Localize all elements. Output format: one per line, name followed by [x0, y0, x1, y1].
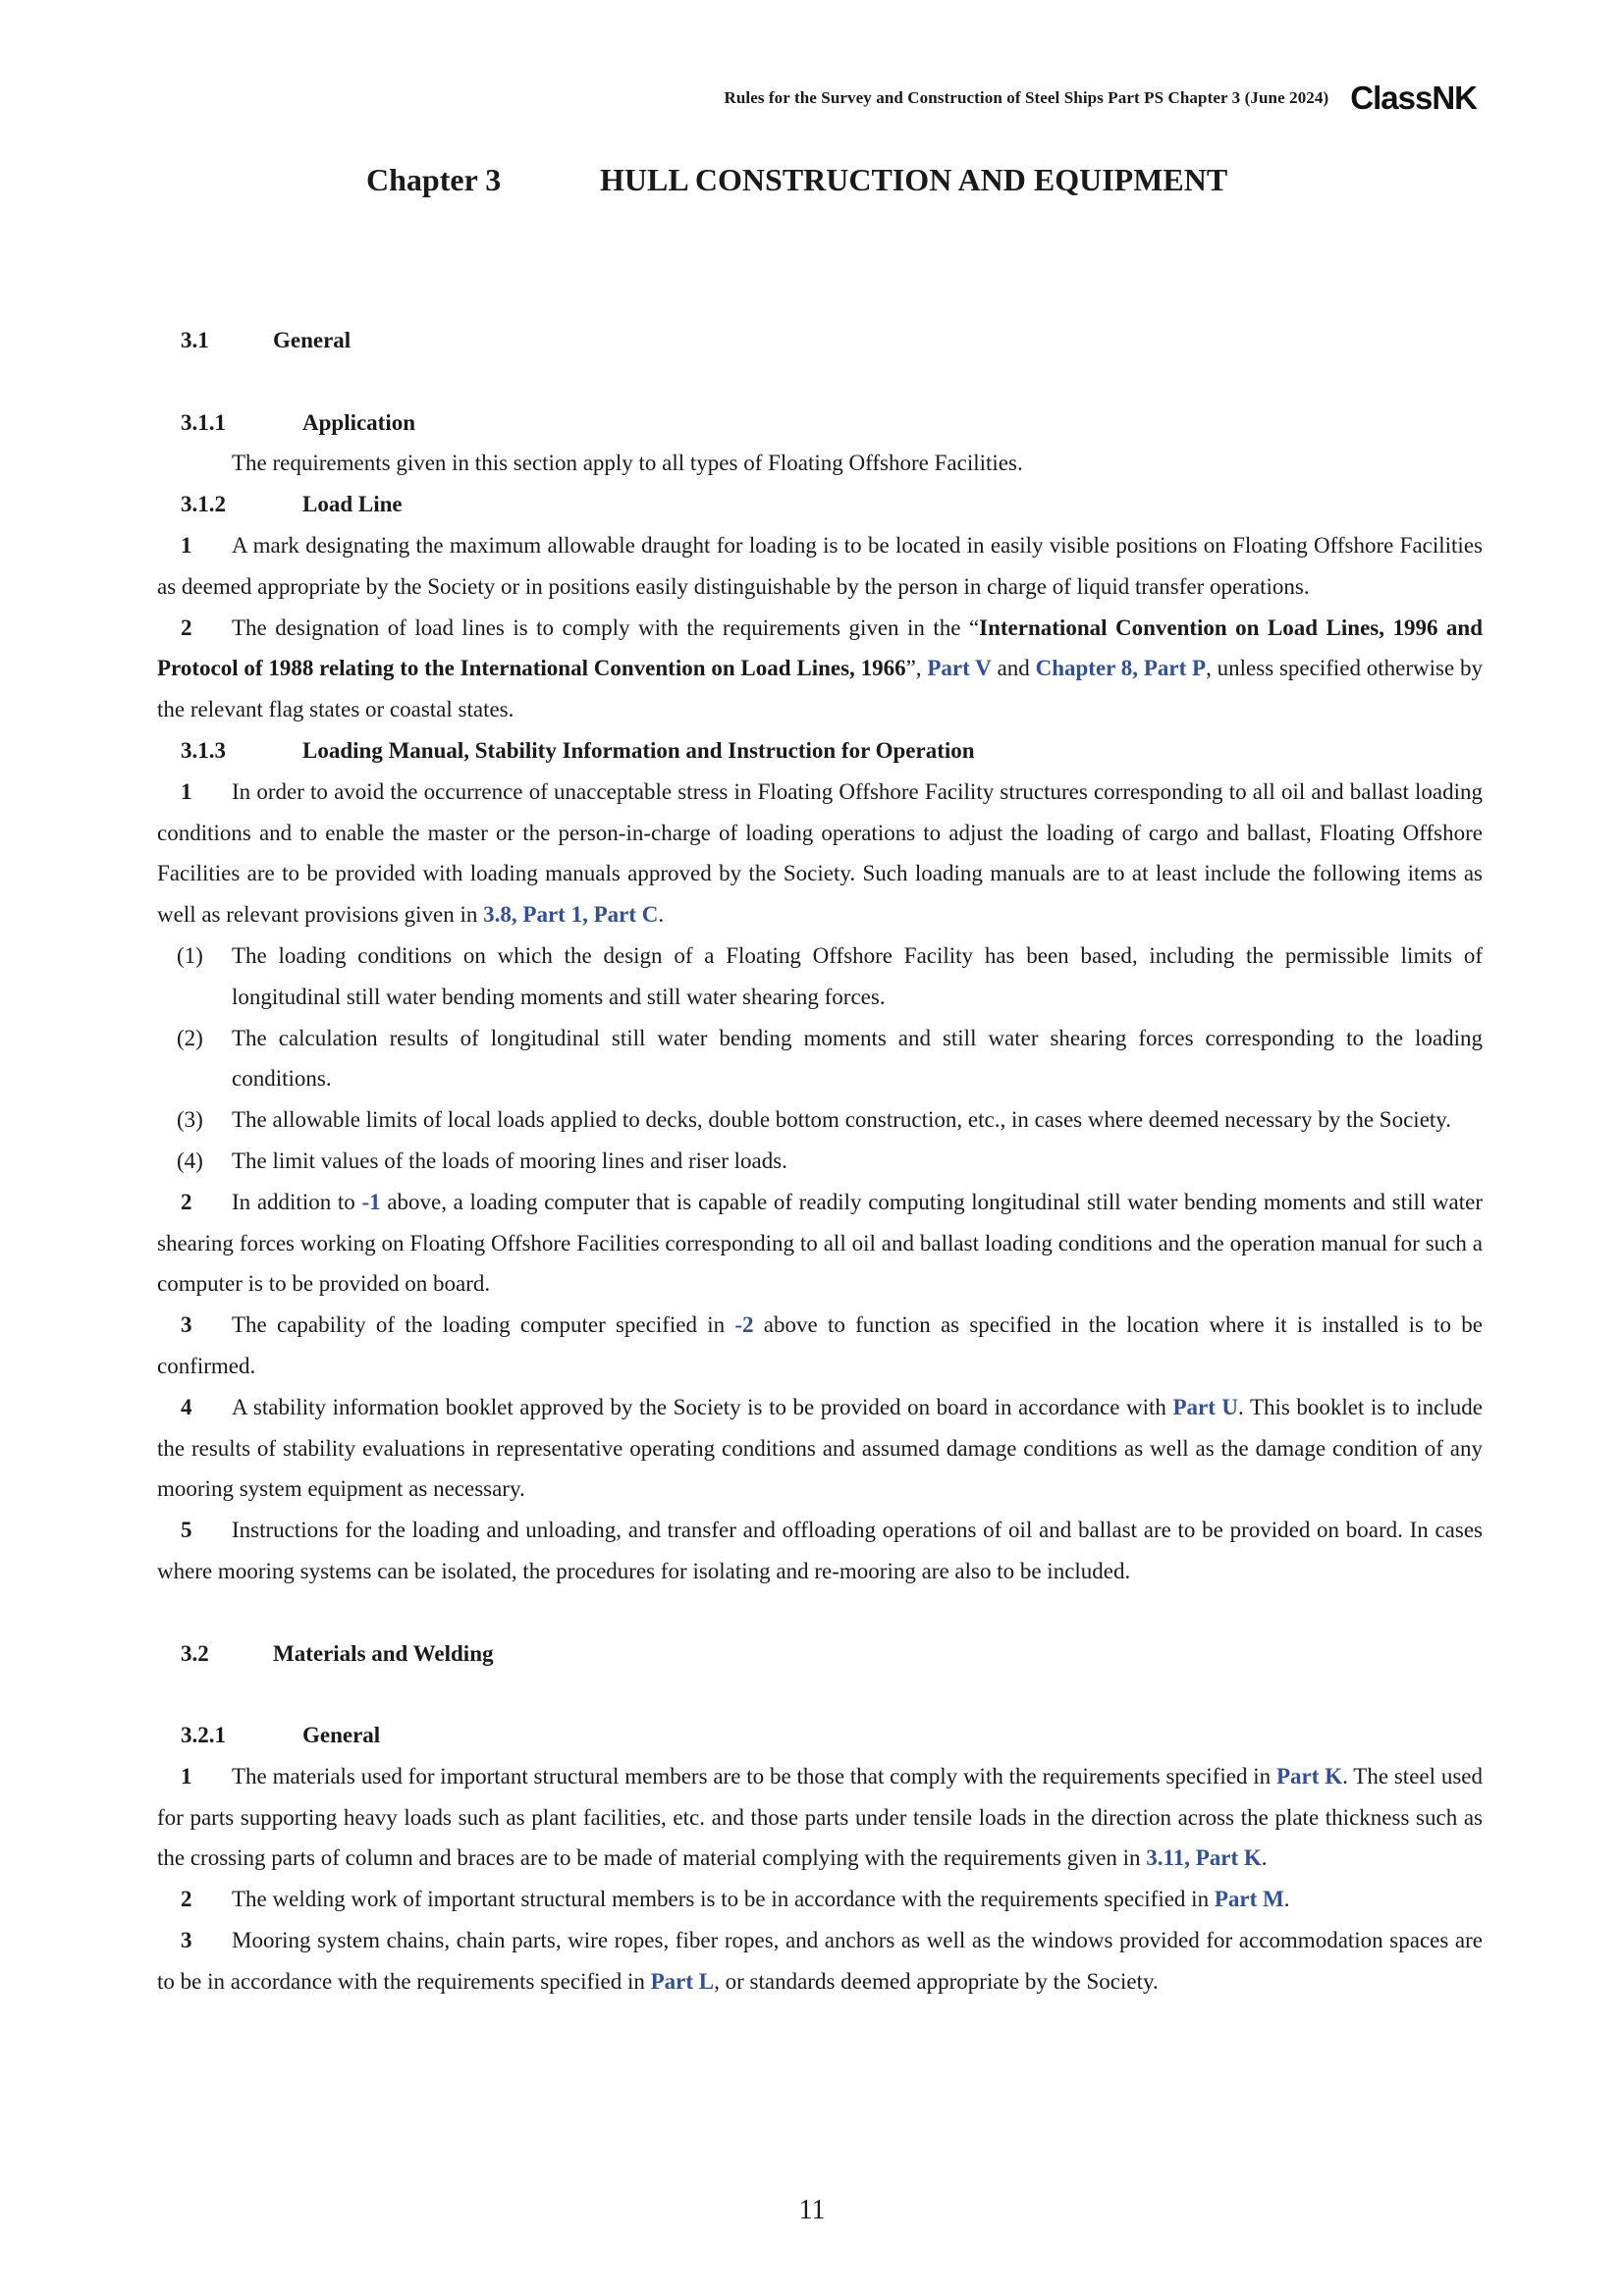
list-item: [157, 935, 1483, 1018]
page-number: 11: [798, 2195, 826, 2225]
cross-reference-link[interactable]: -1: [361, 1189, 381, 1214]
subsection-title: Loading Manual, Stability Information and Instruction for Operation: [302, 737, 975, 763]
item-text: The limit values of the loads of mooring lines and riser loads.: [232, 1148, 787, 1173]
paragraph-number: 3: [181, 1928, 192, 1953]
list-item: [157, 1018, 1483, 1100]
paragraph-text: The capability of the loading computer specified in: [232, 1312, 735, 1338]
paragraph-text: A stability information booklet approved by the Society is to be provided on board in accordance with: [232, 1394, 1173, 1419]
paragraph: The requirements given in this section apply to all types of Floating Offshore Facilities.: [232, 451, 1023, 476]
item-text: The loading conditions on which the design of a Floating Offshore Facility has been based, including the permissible limits of longitudinal still water bending moments and still water shearing forces.: [232, 942, 1483, 1009]
paragraph-number: 1: [181, 1763, 192, 1789]
paragraph-number: 5: [181, 1518, 192, 1543]
paragraph-number: 1: [181, 532, 192, 558]
section-number: 3.2: [181, 1640, 209, 1666]
subsection-title: General: [302, 1723, 381, 1748]
subsection-heading-3-1-3: [157, 730, 1483, 772]
cross-reference-link[interactable]: Chapter 8, Part P: [1035, 656, 1207, 681]
paragraph-number: 1: [181, 778, 192, 804]
subsection-number: 3.1.1: [181, 409, 226, 435]
cross-reference-link[interactable]: Part K: [1276, 1763, 1343, 1789]
subsection-heading-3-2-1: [157, 1715, 1483, 1756]
item-number: (4): [177, 1148, 203, 1173]
subsection-number: 3.2.1: [181, 1723, 226, 1748]
paragraph-text: The materials used for important structural members are to be those that comply with the requirements specified in: [232, 1763, 1276, 1789]
list-item: [157, 1141, 1483, 1182]
paragraph: 1 In order to avoid the occurrence of unacceptable stress in Floating Offshore Facility structures corresponding to all oil and ballast loading conditions and to enable the master or the person-in-charge of loading operations to adjust the loading of cargo and ballast, Floating Offshore Facilities are to be provided with loading manuals approved by the Society. Such loading manuals are to at least include the following items as well as relevant provisions given in 3.8, Part 1, Part C.: [157, 772, 1483, 935]
paragraph-number: 3: [181, 1312, 192, 1338]
cross-reference-link[interactable]: 3.8, Part 1, Part C: [483, 902, 659, 928]
section-heading-3-1: [157, 320, 1483, 361]
paragraph: [157, 525, 1483, 608]
paragraph: 2 In addition to -1 above, a loading computer that is capable of readily computing longitudinal still water bending moments and still water shearing forces working on Floating Offshore Facilities corresponding to all oil and ballast loading conditions and the operation manual for such a computer is to be provided on board.: [157, 1182, 1483, 1305]
cross-reference-link[interactable]: Part V: [927, 656, 992, 681]
paragraph: 2 The designation of load lines is to comply with the requirements given in the “International Convention on Load Lines, 1996 and Protocol of 1988 relating to the International Convention on Load Lines, 1966”, Part V and Chapter 8, Part P, unless specified otherwise by the relevant flag states or coastal states.: [157, 608, 1483, 730]
paragraph-number: 2: [181, 614, 192, 640]
section-number: 3.1: [181, 328, 209, 352]
classnk-logo: ClassNK: [1350, 80, 1477, 116]
paragraph-text: The welding work of important structural members is to be in accordance with the requirements specified in: [232, 1887, 1215, 1912]
item-text: The calculation results of longitudinal still water bending moments and still water shearing forces corresponding to the loading conditions.: [232, 1025, 1483, 1092]
subsection-title: Application: [302, 409, 416, 435]
paragraph-text: A mark designating the maximum allowable draught for loading is to be located in easily visible positions on Floating Offshore Facilities as deemed appropriate by the Society or in positions easily distinguishable by the person in charge of liquid transfer operations.: [157, 532, 1483, 599]
paragraph-number: 2: [181, 1887, 192, 1912]
paragraph: 3 Mooring system chains, chain parts, wire ropes, fiber ropes, and anchors as well as the windows provided for accommodation spaces are to be in accordance with the requirements specified in Part L, or standards deemed appropriate by the Society.: [157, 1920, 1483, 2002]
running-title: Rules for the Survey and Construction of Steel Ships Part PS Chapter 3 (June 2024): [724, 88, 1329, 107]
section-title: General: [273, 328, 352, 352]
subsection-number: 3.1.3: [181, 737, 226, 763]
list-item: [157, 1099, 1483, 1141]
cross-reference-link[interactable]: Part U: [1172, 1394, 1239, 1419]
page-header: [724, 79, 1477, 118]
paragraph-text: In order to avoid the occurrence of unacceptable stress in Floating Offshore Facility structures corresponding to all oil and ballast loading conditions and to enable the master or the person-in-charge of loading operations to adjust the loading of cargo and ballast, Floating Offshore Facilities are to be provided with loading manuals approved by the Society. Such loading manuals are to at least include the following items as well as relevant provisions given in: [157, 778, 1483, 928]
paragraph-text: Instructions for the loading and unloading, and transfer and offloading operations of oil and ballast are to be provided on board. In cases where mooring systems can be isolated, the procedures for isolating and re-mooring are also to be included.: [157, 1518, 1483, 1583]
item-text: The allowable limits of local loads applied to decks, double bottom construction, etc., in cases where deemed necessary by the Society.: [232, 1107, 1452, 1133]
cross-reference-link[interactable]: Part M: [1214, 1887, 1284, 1912]
item-number: (2): [177, 1025, 203, 1050]
section-title: Materials and Welding: [273, 1640, 494, 1666]
paragraph-text: The designation of load lines is to comply with the requirements given in the “: [232, 614, 980, 640]
cross-reference-link[interactable]: -2: [734, 1312, 754, 1338]
cross-reference-link[interactable]: 3.11, Part K: [1146, 1845, 1262, 1871]
paragraph-number: 2: [181, 1189, 192, 1214]
convention-title: International Convention on Load Lines, 1996 and Protocol of 1988 relating to the International Convention on Load Lines, 1966: [157, 614, 1483, 681]
paragraph: 1 The materials used for important structural members are to be those that comply with the requirements specified in Part K. The steel used for parts supporting heavy loads such as plant facilities, etc. and those parts under tensile loads in the direction across the plate thickness such as the crossing parts of column and braces are to be made of material complying with the requirements given in 3.11, Part K.: [157, 1756, 1483, 1879]
subsection-title: Load Line: [302, 492, 403, 517]
chapter-title: HULL CONSTRUCTION AND EQUIPMENT: [600, 162, 1228, 197]
cross-reference-link[interactable]: Part L: [650, 1968, 715, 1994]
section-heading-3-2: [157, 1633, 1483, 1675]
subsection-number: 3.1.2: [181, 492, 226, 517]
paragraph: 2 The welding work of important structural members is to be in accordance with the requirements specified in Part M.: [157, 1879, 1483, 1920]
paragraph: 3 The capability of the loading computer specified in -2 above to function as specified in the location where it is installed is to be confirmed.: [157, 1305, 1483, 1387]
paragraph: 4 A stability information booklet approved by the Society is to be provided on board in accordance with Part U. This booklet is to include the results of stability evaluations in representative operating conditions and assumed damage conditions as well as the damage condition of any mooring system equipment as necessary.: [157, 1387, 1483, 1510]
paragraph: [157, 1510, 1483, 1592]
document-body: [157, 320, 1483, 2002]
item-number: (3): [177, 1107, 203, 1133]
subsection-heading-3-1-1: [157, 402, 1483, 444]
subsection-heading-3-1-2: [157, 484, 1483, 525]
chapter-number: Chapter 3: [366, 162, 502, 197]
paragraph-text: Mooring system chains, chain parts, wire ropes, fiber ropes, and anchors as well as the windows provided for accommodation spaces are to be in accordance with the requirements specified in: [157, 1928, 1483, 1994]
paragraph-text: In addition to: [232, 1189, 362, 1214]
paragraph-number: 4: [181, 1394, 192, 1419]
item-number: (1): [177, 942, 203, 968]
